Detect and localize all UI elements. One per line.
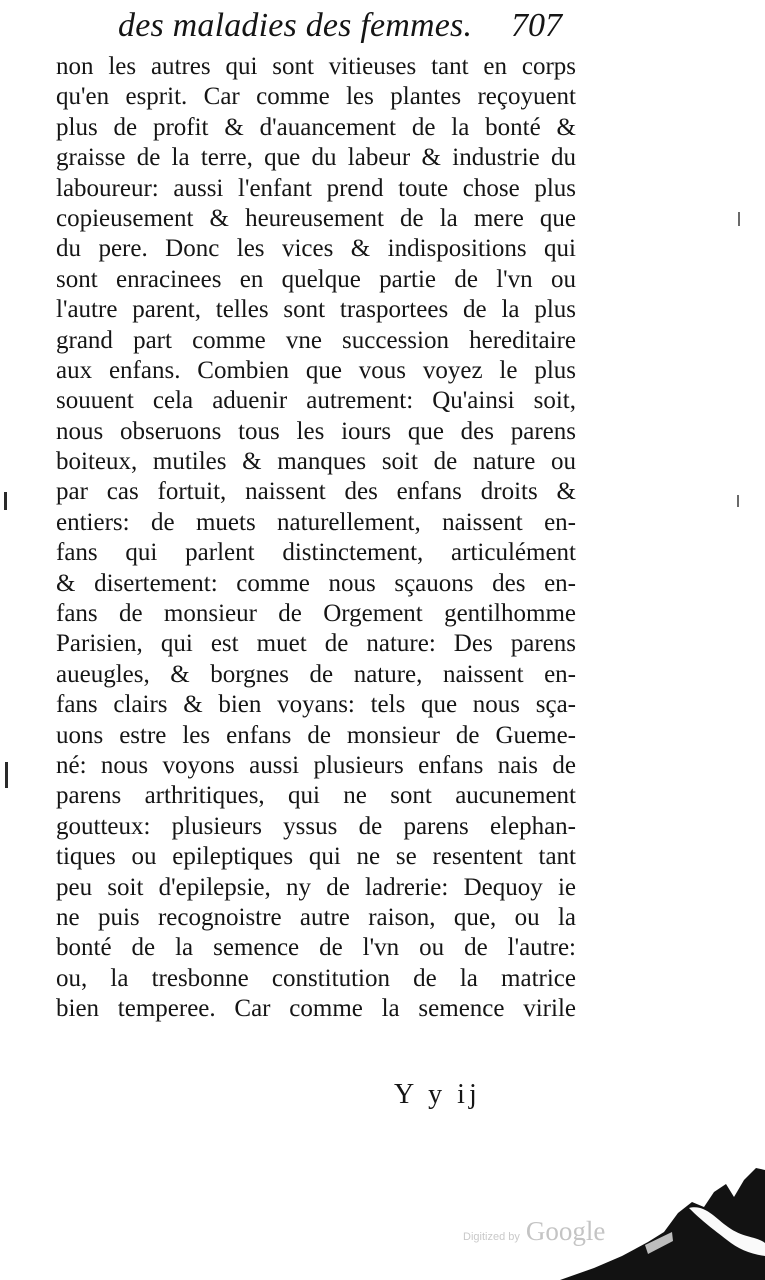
text-line: l'autre parent, telles sont trasportees de la plus	[56, 296, 576, 324]
text-line: nous obseruons tous les iours que des parens	[56, 417, 576, 445]
text-line: entiers: de muets naturellement, naissent en-	[56, 508, 576, 536]
text-line: du pere. Donc les vices & indispositions qui	[56, 235, 576, 263]
text-line: fans qui parlent distinctement, articulément	[56, 539, 576, 567]
text-line: peu soit d'epilepsie, ny de ladrerie: Dequoy ie	[56, 873, 576, 901]
google-logo: Google	[525, 1216, 606, 1246]
text-line: qu'en esprit. Car comme les plantes reçoyuent	[56, 83, 576, 111]
text-line: fans de monsieur de Orgement gentilhomme	[56, 600, 576, 628]
page-number: 707	[511, 7, 562, 44]
text-line: né: nous voyons aussi plusieurs enfans nais de	[56, 751, 576, 779]
text-line: souuent cela aduenir autrement: Qu'ainsi soit,	[56, 387, 576, 415]
text-line: tiques ou epileptiques qui ne se resentent tant	[56, 843, 576, 871]
text-line: aux enfans. Combien que vous voyez le plus	[56, 356, 576, 384]
text-line: plus de profit & d'auancement de la bonté &	[56, 113, 576, 141]
text-line: par cas fortuit, naissent des enfans droits &	[56, 478, 576, 506]
running-title: des maladies des femmes.	[118, 7, 473, 44]
text-line: non les autres qui sont vitieuses tant en corps	[56, 53, 576, 80]
margin-mark	[4, 492, 7, 510]
text-line: uons estre les enfans de monsieur de Gueme-	[56, 721, 576, 749]
page-header	[110, 4, 580, 52]
signature-mark: Y y ij	[394, 1079, 481, 1110]
text-line: sont enracinees en quelque partie de l'vn ou	[56, 265, 576, 293]
watermark-digitized-label: Digitized by	[463, 1231, 520, 1243]
torn-edge	[560, 1150, 765, 1280]
margin-mark	[738, 212, 740, 226]
text-line: parens arthritiques, qui ne sont aucunement	[56, 782, 576, 810]
google-watermark	[463, 1216, 605, 1252]
text-line: bonté de la semence de l'vn ou de l'autre:	[56, 934, 576, 962]
body-text	[56, 52, 576, 1025]
margin-mark	[5, 762, 8, 788]
text-line: graisse de la terre, que du labeur & industrie du	[56, 144, 576, 172]
text-line: Parisien, qui est muet de nature: Des parens	[56, 630, 576, 658]
text-line: ne puis recognoistre autre raison, que, ou la	[56, 903, 576, 931]
text-line: & disertement: comme nous sçauons des en-	[56, 569, 576, 597]
text-line: boiteux, mutiles & manques soit de nature ou	[56, 448, 576, 476]
text-line: grand part comme vne succession hereditaire	[56, 326, 576, 354]
text-line: bien temperee. Car comme la semence virile	[56, 995, 576, 1023]
text-line: ou, la tresbonne constitution de la matrice	[56, 964, 576, 992]
margin-mark	[737, 495, 739, 507]
text-line: laboureur: aussi l'enfant prend toute chose plus	[56, 174, 576, 202]
text-line: fans clairs & bien voyans: tels que nous sça-	[56, 691, 576, 719]
text-line: copieusement & heureusement de la mere que	[56, 204, 576, 232]
text-line: goutteux: plusieurs yssus de parens elephan-	[56, 812, 576, 840]
text-line: aueugles, & borgnes de nature, naissent en-	[56, 660, 576, 688]
